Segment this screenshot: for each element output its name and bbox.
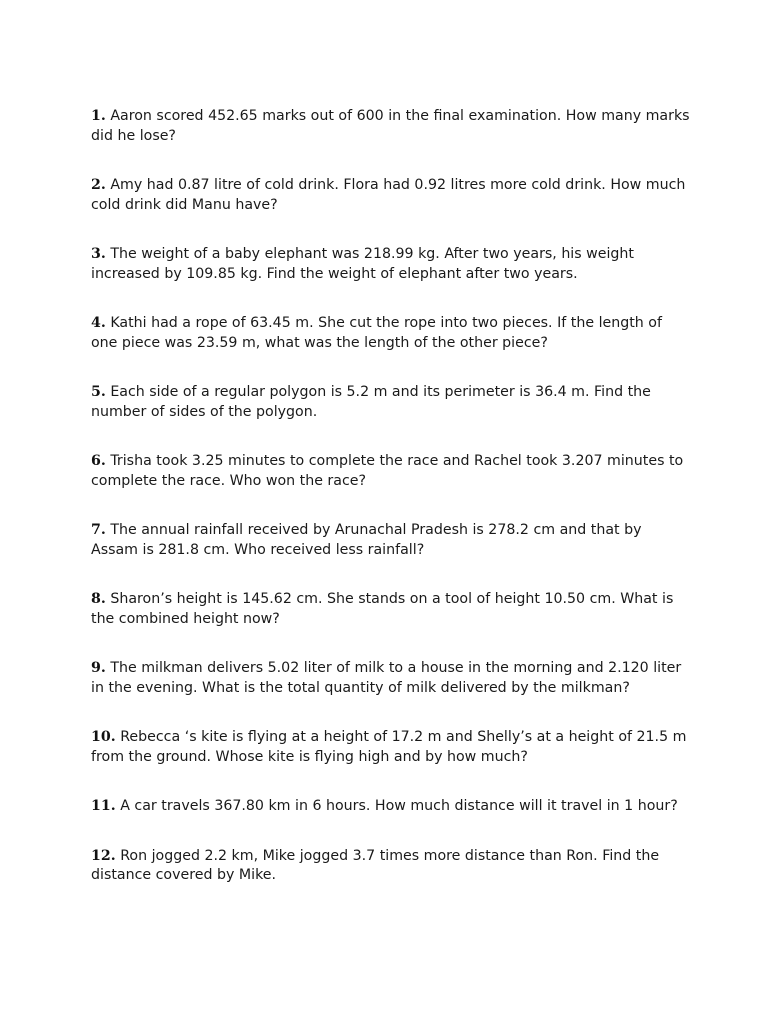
question-2 (91, 176, 691, 215)
question-5 (91, 383, 691, 422)
question-list (91, 107, 691, 916)
question-text: Kathi had a rope of 63.45 m. She cut the rope into two pieces. If the length of one piece was 23.59 m, what was the length of the other piece? (91, 315, 662, 351)
question-text: Amy had 0.87 litre of cold drink. Flora had 0.92 litres more cold drink. How much cold drink did Manu have? (91, 177, 686, 213)
question-4 (91, 314, 691, 353)
question-text: The annual rainfall received by Arunachal Pradesh is 278.2 cm and that by Assam is 281.8 cm. Who received less rainfall? (91, 522, 642, 558)
question-number: 10. (91, 729, 116, 745)
question-6 (91, 452, 691, 491)
question-text: A car travels 367.80 km in 6 hours. How much distance will it travel in 1 hour? (120, 798, 678, 814)
question-text: The milkman delivers 5.02 liter of milk to a house in the morning and 2.120 liter in the evening. What is the total quantity of milk delivered by the milkman? (91, 660, 682, 696)
question-number: 3. (91, 246, 106, 262)
question-number: 1. (91, 108, 106, 124)
question-number: 12. (91, 847, 116, 864)
question-text: Sharon’s height is 145.62 cm. She stands on a tool of height 10.50 cm. What is the combined height now? (91, 591, 674, 627)
question-7 (91, 521, 691, 560)
question-text: Trisha took 3.25 minutes to complete the race and Rachel took 3.207 minutes to complete the race. Who won the race? (91, 453, 684, 489)
question-11 (91, 797, 691, 817)
question-10 (91, 728, 691, 767)
question-number: 5. (91, 384, 106, 400)
question-8 (91, 590, 691, 629)
question-9 (91, 659, 691, 698)
question-number: 11. (91, 798, 116, 814)
question-number: 9. (91, 660, 106, 676)
question-text: Rebecca ‘s kite is flying at a height of 17.2 m and Shelly’s at a height of 21.5 m from the ground. Whose kite is flying high and by how much? (91, 729, 687, 765)
question-text: The weight of a baby elephant was 218.99 kg. After two years, his weight increased by 109.85 kg. Find the weight of elephant after two years. (91, 246, 634, 282)
question-number: 2. (91, 177, 106, 193)
question-text: Each side of a regular polygon is 5.2 m and its perimeter is 36.4 m. Find the number of sides of the polygon. (91, 384, 651, 420)
question-text: Ron jogged 2.2 km, Mike jogged 3.7 times more distance than Ron. Find the distance covered by Mike. (91, 847, 660, 883)
question-text: Aaron scored 452.65 marks out of 600 in the final examination. How many marks did he lose? (91, 108, 690, 144)
question-number: 6. (91, 453, 106, 469)
question-number: 8. (91, 591, 106, 607)
question-1 (91, 107, 691, 146)
question-12 (91, 847, 691, 886)
question-3 (91, 245, 691, 284)
question-number: 7. (91, 522, 106, 538)
question-number: 4. (91, 315, 106, 331)
